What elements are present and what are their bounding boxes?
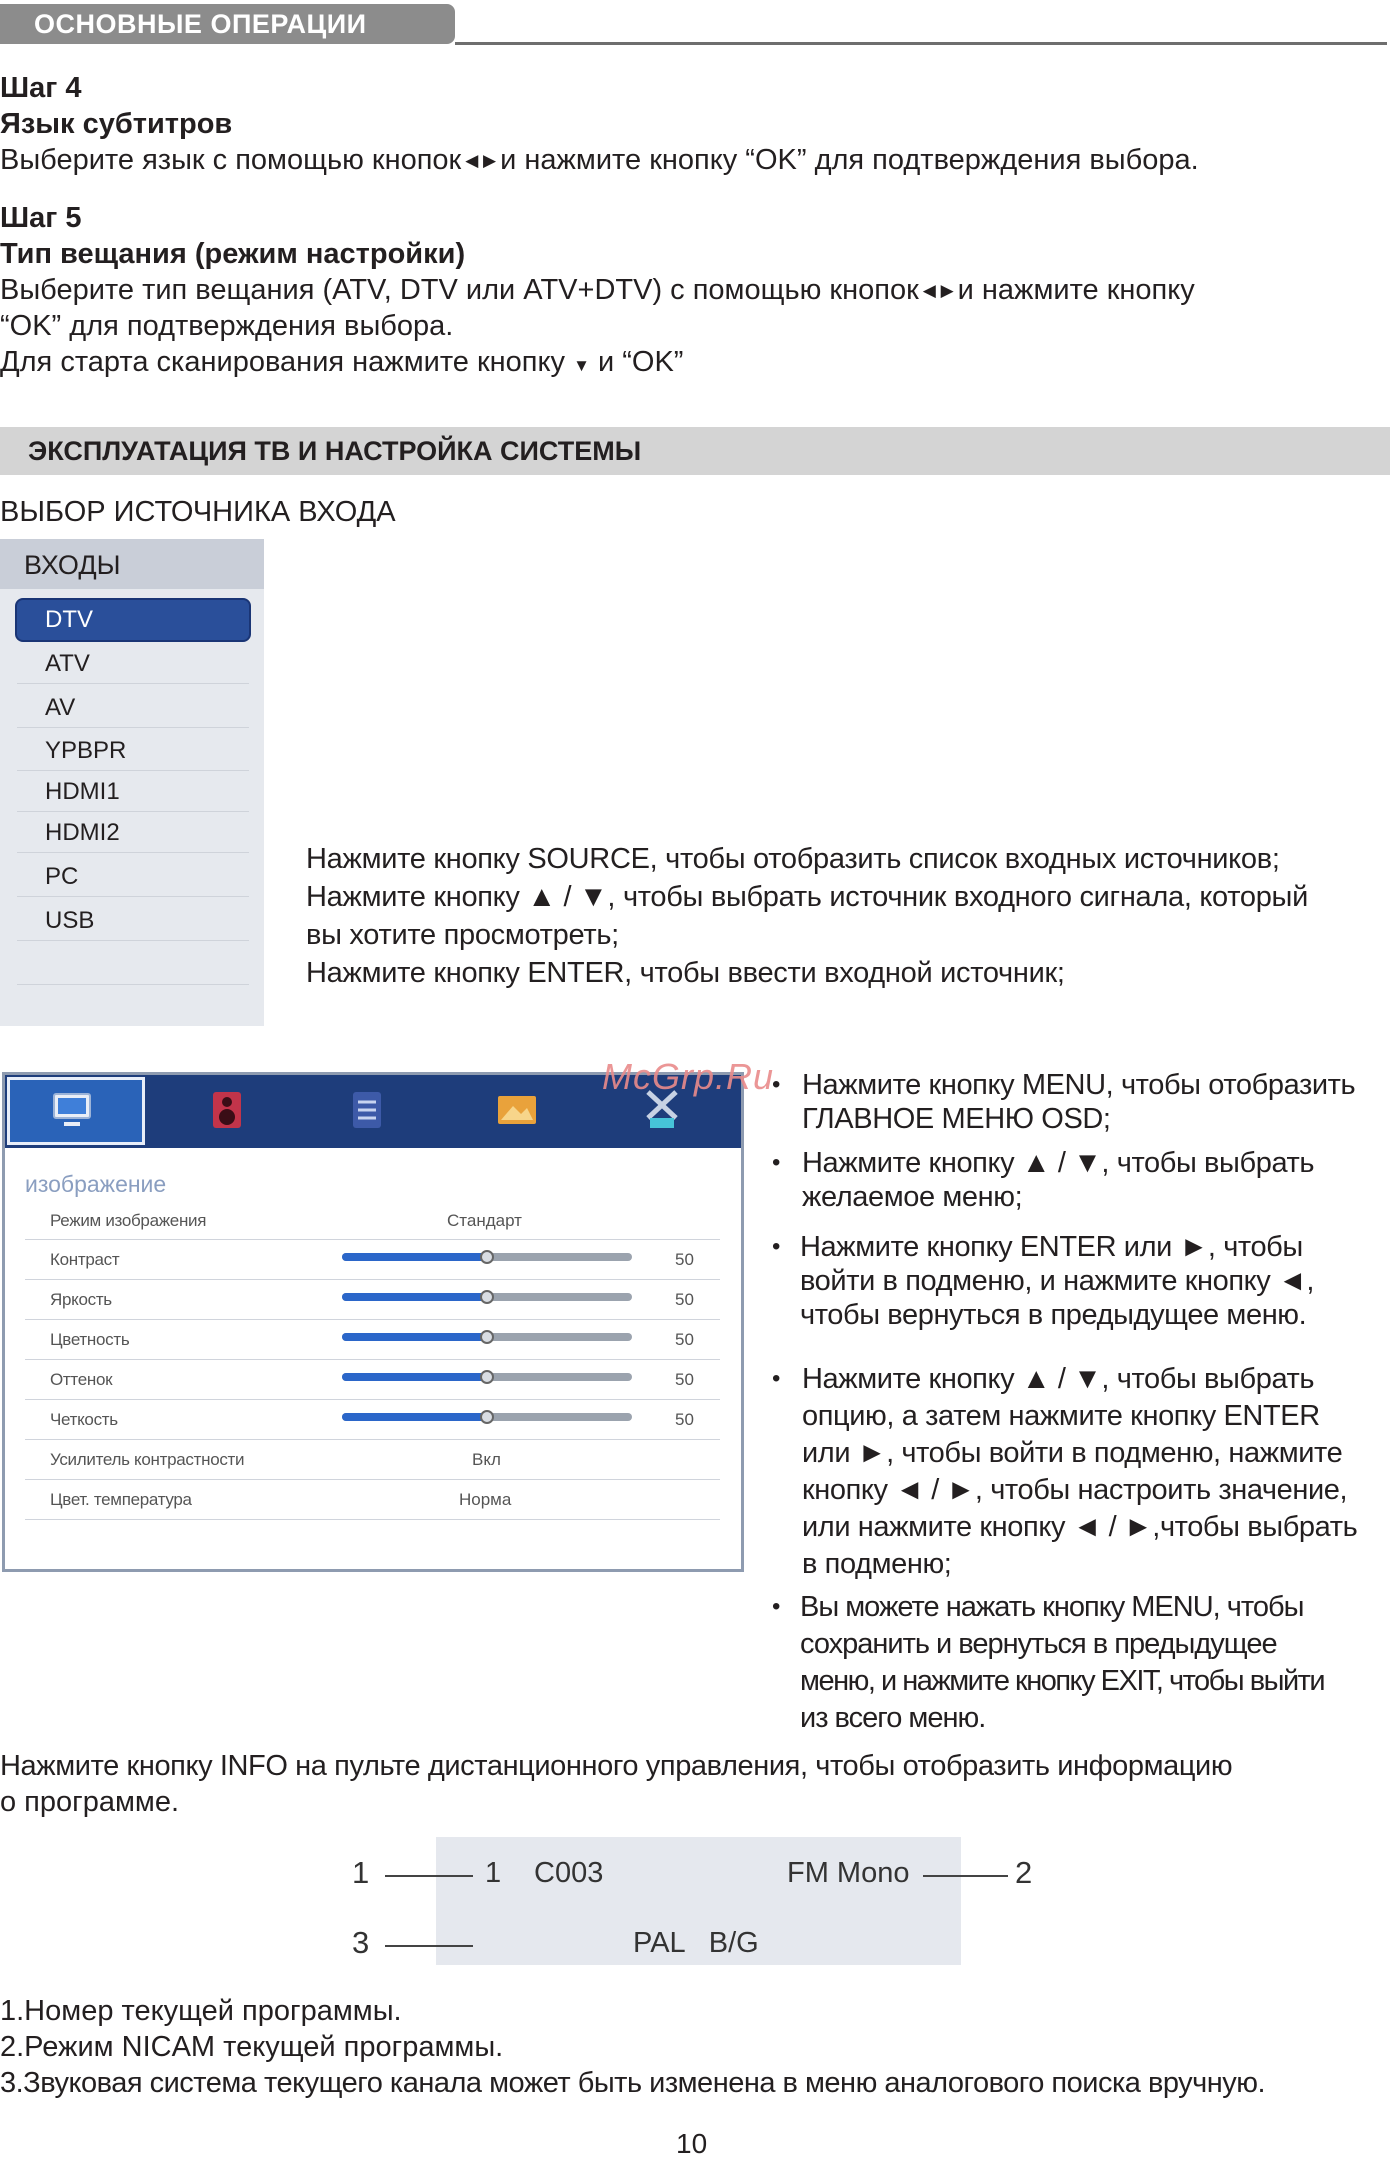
- osd-row-value: 50: [675, 1410, 694, 1429]
- inputs-menu-title: ВХОДЫ: [24, 550, 121, 580]
- bullet-3-line-1: Нажмите кнопку ENTER или ►, чтобы: [800, 1231, 1303, 1263]
- source-instruction-1: Нажмите кнопку SOURCE, чтобы отобразить список входных источников;: [306, 843, 1280, 875]
- bullet-1-line-1: Нажмите кнопку MENU, чтобы отобразить: [802, 1069, 1356, 1101]
- input-item-usb[interactable]: USB: [17, 901, 249, 941]
- step4-text: [0, 142, 1199, 179]
- bullet-5-line-4: из всего меню.: [800, 1702, 986, 1734]
- bullet-5-line-2: сохранить и вернуться в предыдущее: [800, 1628, 1277, 1660]
- input-item-hdmi2[interactable]: HDMI2: [17, 813, 249, 853]
- bullet-4-line-3: или ►, чтобы войти в подменю, нажмите: [802, 1437, 1343, 1469]
- info-line-1: Нажмите кнопку INFO на пульте дистанционного управления, чтобы отобразить информацию: [0, 1750, 1233, 1782]
- step5-line1-after: и нажмите кнопку: [957, 274, 1195, 306]
- osd-row-value: 50: [675, 1250, 694, 1269]
- input-item-hdmi1[interactable]: HDMI1: [17, 772, 249, 812]
- note-2: 2.Режим NICAM текущей программы.: [0, 2031, 504, 2063]
- step5-line3: [0, 344, 683, 384]
- note-1: 1.Номер текущей программы.: [0, 1995, 402, 2027]
- bullet-1-line-2: ГЛАВНОЕ МЕНЮ OSD;: [802, 1103, 1111, 1135]
- step4-text-before: Выберите язык с помощью кнопок: [0, 144, 462, 176]
- tint-slider-fill: [342, 1373, 487, 1381]
- info-line-2: о программе.: [0, 1786, 180, 1818]
- bullet-icon: •: [772, 1071, 781, 1098]
- bullet-icon: •: [772, 1233, 781, 1260]
- source-instruction-3: вы хотите просмотреть;: [306, 919, 619, 951]
- osd-row-value: 50: [675, 1290, 694, 1309]
- callout-3: 3: [352, 1925, 370, 1960]
- bullet-5-line-1: Вы можете нажать кнопку MENU, чтобы: [800, 1591, 1304, 1623]
- speaker-icon[interactable]: [205, 1088, 249, 1132]
- sharpness-slider-fill: [342, 1413, 487, 1421]
- osd-row-value: Стандарт: [447, 1211, 522, 1230]
- bullet-2-line-1: Нажмите кнопку ▲ / ▼, чтобы выбрать: [802, 1147, 1315, 1179]
- down-arrow-icon: ▼: [573, 356, 590, 375]
- clock-icon[interactable]: [345, 1088, 389, 1132]
- tint-slider-knob[interactable]: [480, 1370, 494, 1384]
- bullet-4-line-5: или нажмите кнопку ◄ / ►,чтобы выбрать: [802, 1511, 1358, 1543]
- watermark: McGrp.Ru: [602, 1056, 775, 1097]
- bullet-2-line-2: желаемое меню;: [802, 1181, 1023, 1213]
- banner-audio: FM Mono: [787, 1857, 910, 1889]
- image-icon[interactable]: [495, 1088, 539, 1132]
- bullet-3-line-2: войти в подменю, и нажмите кнопку ◄,: [800, 1265, 1315, 1297]
- banner-channel: C003: [534, 1857, 604, 1889]
- osd-row-label: Цвет. температура: [50, 1490, 192, 1509]
- tv-picture-icon[interactable]: [50, 1088, 94, 1132]
- bullet-icon: •: [772, 1593, 781, 1620]
- bullet-5-line-3: меню, и нажмите кнопку EXIT, чтобы выйти: [800, 1665, 1325, 1697]
- section-title-bar: ЭКСПЛУАТАЦИЯ ТВ И НАСТРОЙКА СИСТЕМЫ: [0, 427, 1390, 475]
- note-3: 3.Звуковая система текущего канала может быть изменена в меню аналогового поиска вручную.: [0, 2067, 1266, 2099]
- left-right-arrows-icon: ◀ ▶: [465, 151, 497, 171]
- brightness-slider-fill: [342, 1293, 487, 1301]
- osd-row-label: Усилитель контрастности: [50, 1450, 245, 1469]
- step5-heading: Шаг 5: [0, 202, 82, 234]
- osd-row-value: 50: [675, 1370, 694, 1389]
- input-item-av[interactable]: AV: [17, 688, 249, 728]
- banner-program-number: 1: [485, 1857, 502, 1889]
- source-instruction-2: Нажмите кнопку ▲ / ▼, чтобы выбрать источник входного сигнала, который: [306, 881, 1309, 913]
- section-header-tab: ОСНОВНЫЕ ОПЕРАЦИИ: [0, 4, 455, 44]
- callout-3-leader: [385, 1945, 473, 1947]
- osd-row-label: Яркость: [50, 1290, 112, 1309]
- osd-row-value: Норма: [459, 1490, 512, 1509]
- contrast-slider-knob[interactable]: [480, 1250, 494, 1264]
- contrast-slider-fill: [342, 1253, 487, 1261]
- sharpness-slider-knob[interactable]: [480, 1410, 494, 1424]
- osd-row-label: Четкость: [50, 1410, 118, 1429]
- step5-line3-after: и “OK”: [597, 346, 684, 378]
- left-right-arrows-icon: ◀ ▶: [922, 281, 954, 301]
- bullet-3-line-3: чтобы вернуться в предыдущее меню.: [800, 1299, 1307, 1331]
- step5-line1: [0, 272, 1195, 309]
- banner-system: PAL B/G: [633, 1927, 759, 1959]
- step5-line3-before: Для старта сканирования нажмите кнопку: [0, 346, 566, 378]
- input-item-atv[interactable]: ATV: [17, 644, 249, 684]
- source-instruction-4: Нажмите кнопку ENTER, чтобы ввести входной источник;: [306, 957, 1065, 989]
- page-number: 10: [676, 2128, 708, 2159]
- osd-row-label: Режим изображения: [50, 1211, 207, 1230]
- callout-1: 1: [352, 1855, 370, 1890]
- step5-line2: “OK” для подтверждения выбора.: [0, 310, 454, 342]
- input-item-dtv[interactable]: DTV: [17, 600, 249, 640]
- step4-text-after: и нажмите кнопку “OK” для подтверждения выбора.: [500, 144, 1199, 176]
- brightness-slider-knob[interactable]: [480, 1290, 494, 1304]
- header-rule: [455, 42, 1387, 45]
- bullet-4-line-4: кнопку ◄ / ►, чтобы настроить значение,: [802, 1474, 1348, 1506]
- color-slider-knob[interactable]: [480, 1330, 494, 1344]
- osd-row-label: Цветность: [50, 1330, 130, 1349]
- callout-2-leader: [923, 1875, 1008, 1877]
- input-item-pc[interactable]: PC: [17, 857, 249, 897]
- callout-1-leader: [385, 1875, 473, 1877]
- callout-2: 2: [1015, 1855, 1033, 1890]
- input-select-heading: ВЫБОР ИСТОЧНИКА ВХОДА: [0, 496, 396, 528]
- osd-section-title: изображение: [25, 1171, 167, 1197]
- bullet-4-line-2: опцию, а затем нажмите кнопку ENTER: [802, 1400, 1320, 1432]
- input-item-ypbpr[interactable]: YPBPR: [17, 731, 249, 771]
- color-slider-fill: [342, 1333, 487, 1341]
- step5-subheading: Тип вещания (режим настройки): [0, 238, 466, 270]
- step4-heading: Шаг 4: [0, 72, 82, 104]
- bullet-4-line-6: в подменю;: [802, 1548, 952, 1580]
- step5-line1-before: Выберите тип вещания (ATV, DTV или ATV+DTV) с помощью кнопок: [0, 274, 919, 306]
- osd-row-value: 50: [675, 1330, 694, 1349]
- bullet-icon: •: [772, 1149, 781, 1176]
- osd-row-label: Контраст: [50, 1250, 120, 1269]
- step4-subheading: Язык субтитров: [0, 108, 233, 140]
- input-item-empty: [17, 945, 249, 985]
- bullet-icon: •: [772, 1365, 781, 1392]
- osd-row-label: Оттенок: [50, 1370, 113, 1389]
- bullet-4-line-1: Нажмите кнопку ▲ / ▼, чтобы выбрать: [802, 1363, 1315, 1395]
- osd-row-value: Вкл: [472, 1450, 501, 1469]
